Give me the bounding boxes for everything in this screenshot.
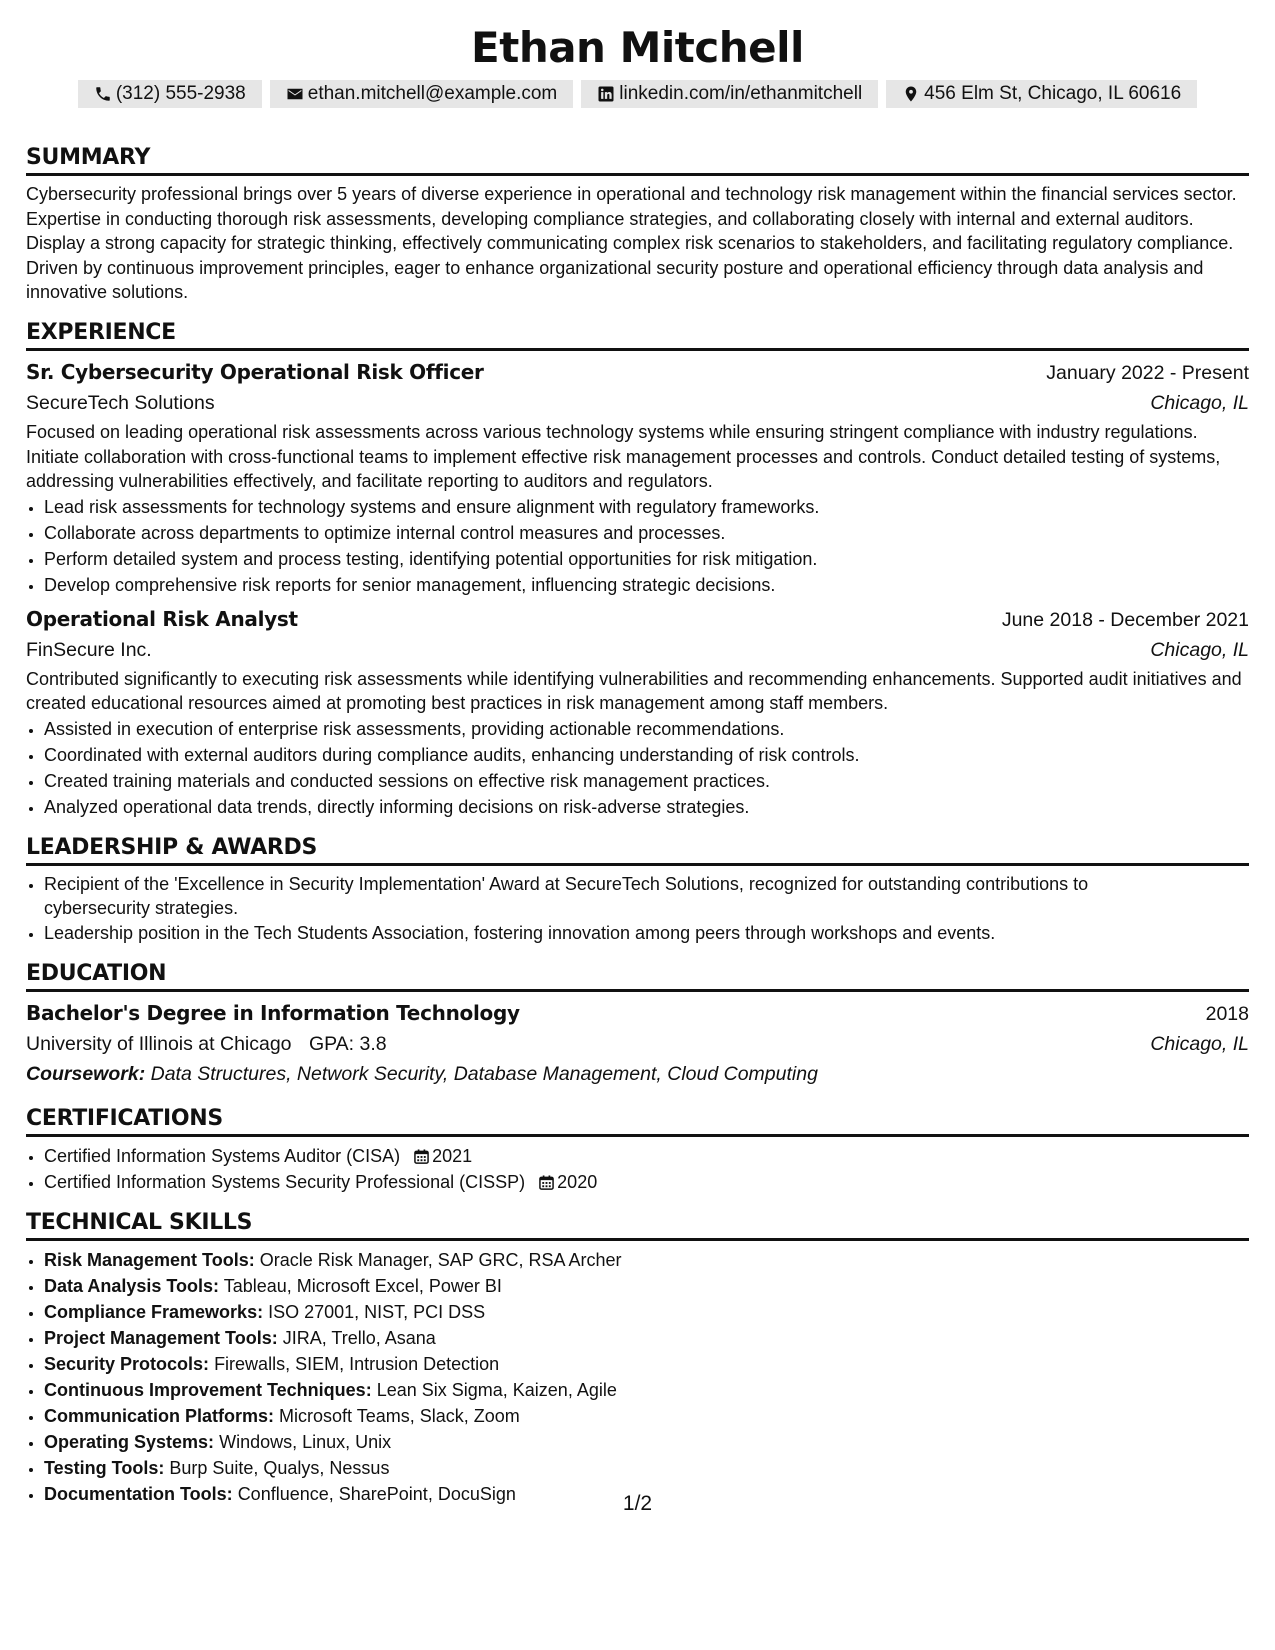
job-location: Chicago, IL [1150, 638, 1249, 661]
skill-value: Lean Six Sigma, Kaizen, Agile [376, 1379, 617, 1400]
job-description: Contributed significantly to executing risk assessments while identifying vulnerabilities and recommending enhancements. Supported audit initiatives and created educational resources aimed at promoting best practices in risk management among staff members. [26, 668, 1242, 714]
skill-label: Documentation Tools: [44, 1483, 233, 1504]
list-item [44, 1273, 1249, 1299]
list-item [44, 1403, 1249, 1429]
contact-bar [26, 80, 1249, 108]
calendar-icon [414, 1149, 429, 1164]
leadership-list [26, 872, 1249, 946]
job-bullets [26, 716, 1249, 820]
certifications-section [26, 1105, 1249, 1195]
skill-value: Firewalls, SIEM, Intrusion Detection [214, 1353, 500, 1374]
skill-label: Operating Systems: [44, 1431, 215, 1452]
job-dates: January 2022 - Present [1046, 361, 1249, 384]
job-title: Sr. Cybersecurity Operational Risk Officer [26, 359, 484, 384]
gpa: GPA: 3.8 [308, 1032, 387, 1055]
calendar-icon [539, 1175, 554, 1190]
list-item [44, 1299, 1249, 1325]
list-item: • Analyzed operational data trends, directly informing decisions on risk-adverse strategies. [44, 794, 1249, 820]
experience-section [26, 319, 1249, 820]
skill-value: Tableau, Microsoft Excel, Power BI [223, 1275, 502, 1296]
coursework-list: Data Structures, Network Security, Database Management, Cloud Computing [150, 1062, 818, 1085]
envelope-icon [286, 85, 304, 103]
graduation-year: 2018 [1205, 1002, 1249, 1025]
skill-value: Oracle Risk Manager, SAP GRC, RSA Archer [259, 1249, 622, 1270]
phone-text: (312) 555-2938 [115, 83, 246, 104]
contact-address[interactable] [886, 80, 1197, 108]
list-item: • Lead risk assessments for technology systems and ensure alignment with regulatory frameworks. [44, 494, 1249, 520]
section-divider [26, 173, 1249, 176]
education-section [26, 960, 1249, 1089]
linkedin-text: linkedin.com/in/ethanmitchell [619, 83, 863, 104]
list-item: • Perform detailed system and process testing, identifying potential opportunities for risk mitigation. [44, 546, 1249, 572]
skill-label: Data Analysis Tools: [44, 1275, 220, 1296]
skill-label: Testing Tools: [44, 1457, 165, 1478]
phone-icon [94, 85, 112, 103]
list-item [44, 1169, 1249, 1195]
map-pin-icon [902, 85, 920, 103]
list-item: • Develop comprehensive risk reports for senior management, influencing strategic decisions. [44, 572, 1249, 598]
certifications-list [26, 1143, 1249, 1195]
skill-label: Project Management Tools: [44, 1327, 278, 1348]
leadership-section [26, 834, 1249, 946]
school-location: Chicago, IL [1150, 1032, 1249, 1055]
skill-value: Microsoft Teams, Slack, Zoom [279, 1405, 520, 1426]
address-text: 456 Elm St, Chicago, IL 60616 [924, 83, 1182, 104]
section-divider [26, 863, 1249, 866]
list-item [44, 1351, 1249, 1377]
section-divider [26, 989, 1249, 992]
list-item: • Leadership position in the Tech Students Association, fostering innovation among peers through workshops and events. [44, 920, 1159, 946]
skill-value: ISO 27001, NIST, PCI DSS [268, 1301, 486, 1322]
cert-year: 2021 [432, 1145, 473, 1166]
skill-value: Confluence, SharePoint, DocuSign [237, 1483, 516, 1504]
school-name: University of Illinois at Chicago [26, 1032, 292, 1055]
skill-value: JIRA, Trello, Asana [282, 1327, 436, 1348]
list-item: • Created training materials and conducted sessions on effective risk management practices. [44, 768, 1249, 794]
company-name: SecureTech Solutions [26, 391, 215, 414]
job-description: Focused on leading operational risk assessments across various technology systems while ensuring stringent compliance with industry regulations. Initiate collaboration with cross-functional teams to implement effective risk management processes and controls. Conduct detailed testing of systems, addressing vulnerabilities effectively, and facilitate reporting to auditors and regulators. [26, 421, 1221, 492]
list-item: • Assisted in execution of enterprise risk assessments, providing actionable recommendations. [44, 716, 1249, 742]
contact-linkedin[interactable] [581, 80, 878, 108]
section-title: TECHNICAL SKILLS [26, 1209, 253, 1235]
section-title: EXPERIENCE [26, 319, 176, 345]
linkedin-icon [597, 85, 615, 103]
list-item [44, 1455, 1249, 1481]
skill-label: Security Protocols: [44, 1353, 210, 1374]
contact-phone[interactable] [78, 80, 262, 108]
summary-text: Cybersecurity professional brings over 5 years of diverse experience in operational and technology risk management within the financial services sector. Expertise in conducting thorough risk assessments, developing compliance strategies, and collaborating closely with internal and external auditors. Display a strong capacity for strategic thinking, effectively communicating complex risk scenarios to stakeholders, and facilitating regulatory compliance. Driven by continuous improvement principles, eager to enhance organizational security posture and operational efficiency through data analysis and innovative solutions. [26, 184, 1237, 303]
contact-email[interactable] [270, 80, 574, 108]
job-title: Operational Risk Analyst [26, 606, 298, 631]
coursework [26, 1059, 1249, 1089]
list-item [44, 1247, 1249, 1273]
list-item [44, 1429, 1249, 1455]
list-item [44, 1377, 1249, 1403]
section-title: CERTIFICATIONS [26, 1105, 223, 1131]
section-title: SUMMARY [26, 145, 151, 170]
skill-value: Windows, Linux, Unix [219, 1431, 392, 1452]
cert-name: Certified Information Systems Security Professional (CISSP) [44, 1171, 526, 1192]
cert-name: Certified Information Systems Auditor (CISA) [44, 1145, 401, 1166]
summary-section [26, 144, 1249, 305]
section-divider [26, 348, 1249, 351]
coursework-label: Coursework: [26, 1062, 146, 1085]
candidate-name: Ethan Mitchell [471, 23, 804, 72]
skill-label: Communication Platforms: [44, 1405, 275, 1426]
job-entry [26, 604, 1249, 820]
skills-section [26, 1209, 1249, 1507]
list-item: • Recipient of the 'Excellence in Security Implementation' Award at SecureTech Solutions, recognized for outstanding contributions to cybersecurity strategies. [44, 872, 1159, 920]
skills-list [26, 1247, 1249, 1507]
list-item [44, 1143, 1249, 1169]
list-item: • Coordinated with external auditors during compliance audits, enhancing understanding of risk controls. [44, 742, 1249, 768]
skill-label: Risk Management Tools: [44, 1249, 255, 1270]
section-divider [26, 1134, 1249, 1137]
skill-label: Continuous Improvement Techniques: [44, 1379, 372, 1400]
page-number: 1/2 [622, 1492, 653, 1515]
job-dates: June 2018 - December 2021 [1001, 608, 1249, 631]
degree-title: Bachelor's Degree in Information Technology [26, 1000, 520, 1025]
section-title: EDUCATION [26, 960, 167, 986]
section-divider [26, 1238, 1249, 1241]
job-location: Chicago, IL [1150, 391, 1249, 414]
email-text: ethan.mitchell@example.com [307, 83, 558, 104]
skill-label: Compliance Frameworks: [44, 1301, 264, 1322]
job-bullets [26, 494, 1249, 598]
list-item [44, 1325, 1249, 1351]
section-title: LEADERSHIP & AWARDS [26, 834, 318, 860]
skill-value: Burp Suite, Qualys, Nessus [169, 1457, 390, 1478]
list-item: • Collaborate across departments to optimize internal control measures and processes. [44, 520, 1249, 546]
job-entry [26, 357, 1249, 598]
cert-year: 2020 [557, 1171, 598, 1192]
company-name: FinSecure Inc. [26, 638, 152, 661]
